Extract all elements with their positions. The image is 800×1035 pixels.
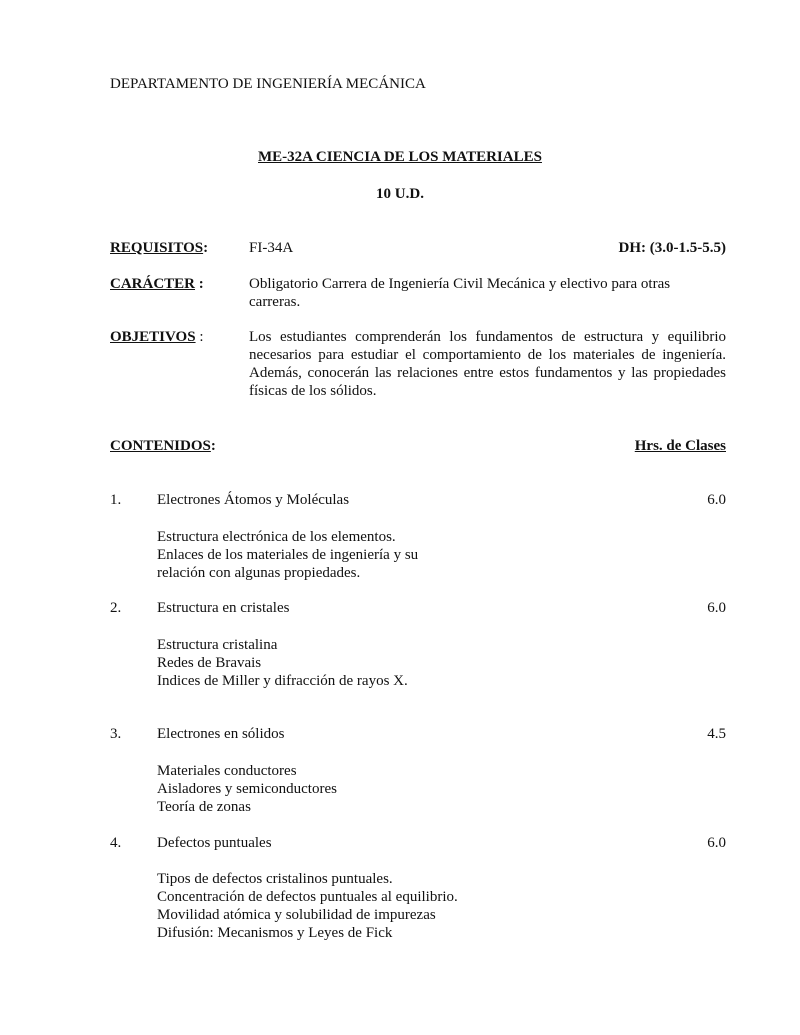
- list-item: Estructura cristalina: [157, 637, 278, 653]
- contenidos-label-row: [110, 437, 216, 455]
- objetivos-label-row: [110, 328, 203, 346]
- list-item: Movilidad atómica y solubilidad de impurezas: [157, 907, 436, 923]
- objetivos-colon: :: [195, 329, 204, 345]
- list-item: Teoría de zonas: [157, 799, 251, 815]
- caracter-label-row: [110, 275, 204, 293]
- dh-hours: DH: (3.0-1.5-5.5): [618, 240, 726, 256]
- objetivos-label: OBJETIVOS: [110, 329, 196, 345]
- section-title: Estructura en cristales: [157, 600, 290, 616]
- section-title: Defectos puntuales: [157, 835, 272, 851]
- section-number: 3.: [110, 726, 122, 742]
- section-items: [157, 528, 418, 582]
- list-item: Materiales conductores: [157, 763, 297, 779]
- section-hours: 6.0: [707, 835, 726, 851]
- caracter-value: Obligatorio Carrera de Ingeniería Civil Mecánica y electivo para otras carreras.: [249, 276, 671, 310]
- section-title: Electrones Átomos y Moléculas: [157, 492, 350, 508]
- requisitos-value: FI-34A: [249, 240, 294, 256]
- section-hours: 6.0: [707, 492, 726, 508]
- contenidos-label: CONTENIDOS: [110, 438, 211, 454]
- requisitos-label: REQUISITOS: [110, 240, 204, 256]
- section-hours: 4.5: [707, 726, 726, 742]
- hours-column-header: Hrs. de Clases: [634, 438, 726, 454]
- requisitos-label-row: [110, 239, 208, 257]
- list-item: Indices de Miller y difracción de rayos X.: [157, 673, 408, 689]
- list-item: relación con algunas propiedades.: [157, 565, 361, 581]
- department-heading: DEPARTAMENTO DE INGENIERÍA MECÁNICA: [110, 76, 426, 92]
- list-item: Aisladores y semiconductores: [157, 781, 337, 797]
- course-title: ME-32A CIENCIA DE LOS MATERIALES: [258, 149, 542, 165]
- section-number: 4.: [110, 835, 122, 851]
- list-item: Concentración de defectos puntuales al equilibrio.: [157, 889, 458, 905]
- caracter-colon: :: [195, 276, 204, 292]
- requisitos-colon: :: [203, 240, 209, 256]
- section-hours: 6.0: [707, 600, 726, 616]
- section-number: 1.: [110, 492, 122, 508]
- section-number: 2.: [110, 600, 122, 616]
- list-item: Enlaces de los materiales de ingeniería y su: [157, 547, 419, 563]
- list-item: Tipos de defectos cristalinos puntuales.: [157, 871, 393, 887]
- section-items: [157, 870, 458, 942]
- caracter-label: CARÁCTER: [110, 276, 196, 292]
- objetivos-value: Los estudiantes comprenderán los fundamentos de estructura y equilibrio necesarios para estudiar el comportamiento de los materiales de ingeniería. Además, conocerán las relaciones entre estos fundamentos y las propiedades físicas de los sólidos.: [249, 329, 726, 399]
- section-items: [157, 762, 337, 816]
- list-item: Redes de Bravais: [157, 655, 262, 671]
- list-item: Difusión: Mecanismos y Leyes de Fick: [157, 925, 393, 941]
- contenidos-colon: :: [210, 438, 216, 454]
- course-units: 10 U.D.: [376, 186, 424, 202]
- list-item: Estructura electrónica de los elementos.: [157, 529, 396, 545]
- section-items: [157, 636, 408, 690]
- section-title: Electrones en sólidos: [157, 726, 285, 742]
